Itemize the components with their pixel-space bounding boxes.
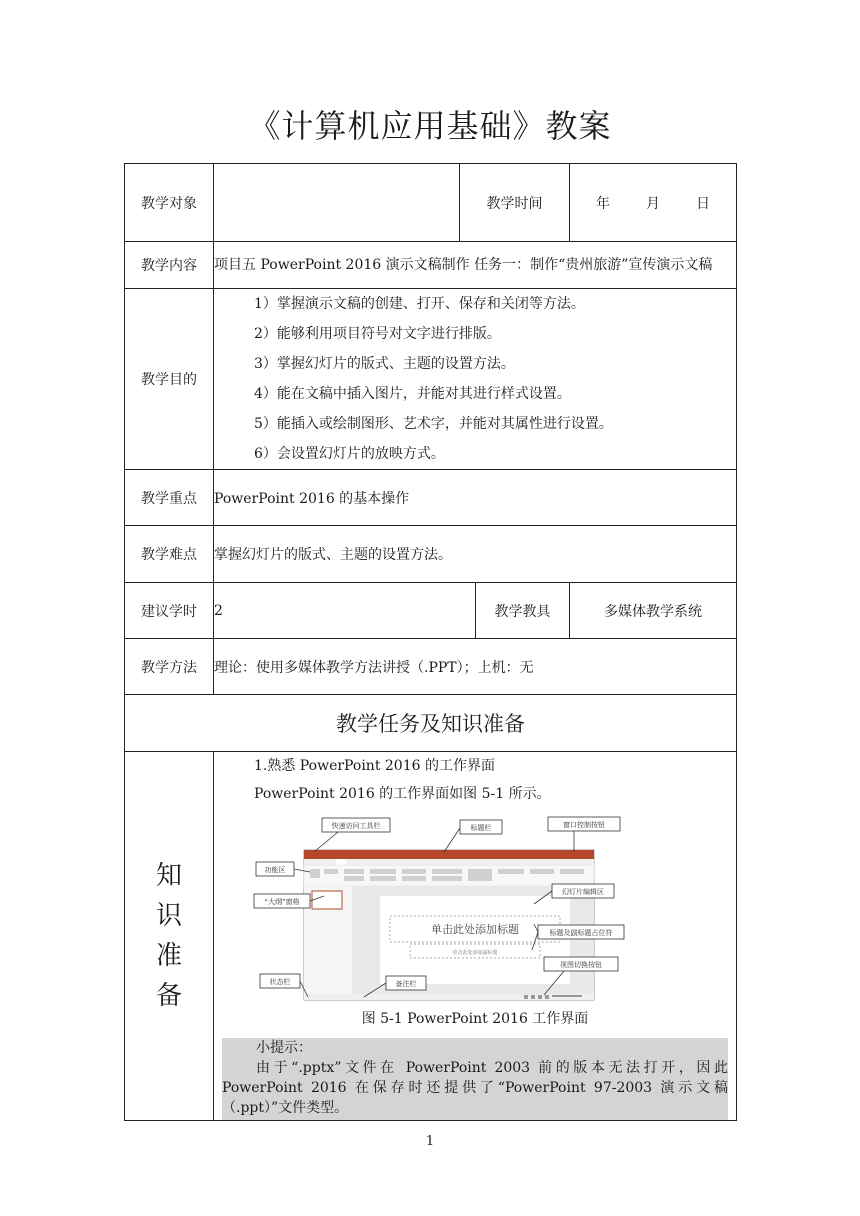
knowledge-char: 准: [155, 941, 182, 971]
key-value: PowerPoint 2016 的基本操作: [214, 470, 737, 526]
hours-value: 2: [214, 583, 476, 639]
callout-ribbon: 功能区: [264, 866, 286, 874]
ppt-ribbon: [304, 865, 594, 886]
content-value: 项目五 PowerPoint 2016 演示文稿制作 任务一：制作“贵州旅游”宣传演示文稿: [214, 242, 737, 289]
ppt-status-bar: [304, 994, 594, 1000]
knowledge-line-2: PowerPoint 2016 的工作界面如图 5-1 所示。: [254, 786, 551, 802]
callout-title-bar: 标题栏: [470, 824, 492, 832]
content-label: 教学内容: [125, 242, 214, 289]
tools-label: 教学教具: [476, 583, 570, 639]
goal-item: 3）掌握幻灯片的版式、主题的设置方法。: [254, 356, 515, 372]
row-section-title: [125, 695, 737, 752]
section-title: 教学任务及知识准备: [125, 695, 737, 752]
callout-status-bar: 状态栏: [269, 978, 291, 986]
method-label: 教学方法: [125, 639, 214, 695]
page-number: 1: [425, 1134, 435, 1149]
goal-item: 2）能够利用项目符号对文字进行排版。: [254, 326, 501, 342]
slide-canvas: [380, 896, 570, 984]
knowledge-line-1: 1.熟悉 PowerPoint 2016 的工作界面: [254, 758, 495, 774]
row-difficulty: [125, 526, 737, 583]
time-year: 年: [596, 195, 610, 212]
goal-list: [214, 289, 737, 470]
goal-item: 6）会设置幻灯片的放映方式。: [254, 446, 445, 462]
row-method: [125, 639, 737, 695]
target-value: [214, 164, 460, 242]
knowledge-char: 备: [155, 981, 182, 1011]
knowledge-char: 识: [155, 901, 182, 931]
hours-label: 建议学时: [125, 583, 214, 639]
callout-view-switch: 视图切换按钮: [560, 961, 602, 969]
method-value: 理论：使用多媒体教学方法讲授（.PPT）；上机：无: [214, 639, 737, 695]
slide-title-text: 单击此处添加标题: [431, 923, 519, 936]
ppt-title-bar: [304, 850, 594, 859]
callout-outline-pane: “大纲”窗格: [264, 898, 300, 906]
knowledge-body: [214, 752, 737, 1121]
lesson-plan-table: [124, 163, 737, 1121]
page-title: 《计算机应用基础》教案: [248, 107, 612, 145]
tip-box: [222, 1038, 728, 1120]
difficulty-value: 掌握幻灯片的版式、主题的设置方法。: [214, 526, 737, 583]
time-label: 教学时间: [460, 164, 570, 242]
time-day: 日: [696, 195, 710, 212]
ppt-interface-figure: [214, 814, 736, 1004]
time-value: [570, 164, 737, 242]
row-knowledge: [125, 752, 737, 1121]
callout-placeholder: 标题及副标题占位符: [549, 929, 613, 937]
goal-item: 1）掌握演示文稿的创建、打开、保存和关闭等方法。: [254, 296, 585, 312]
row-key: [125, 470, 737, 526]
slide-thumbnail: [312, 891, 342, 909]
difficulty-label: 教学难点: [125, 526, 214, 583]
row-content: [125, 242, 737, 289]
goal-item: 4）能在文稿中插入图片，并能对其进行样式设置。: [254, 386, 571, 402]
slide-subtitle-text: 单击此处添加副标题: [452, 950, 498, 956]
ppt-tab-row: [304, 859, 594, 865]
callout-notes-bar: 备注栏: [395, 980, 417, 988]
goal-item: 5）能插入或绘制图形、艺术字，并能对其属性进行设置。: [254, 416, 613, 432]
row-target: [125, 164, 737, 242]
ppt-active-tab: [336, 859, 346, 865]
key-label: 教学重点: [125, 470, 214, 526]
goal-label: 教学目的: [125, 289, 214, 470]
callout-window-controls: 窗口控制按钮: [563, 821, 605, 829]
row-hours: [125, 583, 737, 639]
callout-slide-edit: 幻灯片编辑区: [562, 888, 604, 896]
tip-title: 小提示：: [256, 1040, 312, 1056]
row-goals: [125, 289, 737, 470]
target-label: 教学对象: [125, 164, 214, 242]
figure-caption: 图 5-1 PowerPoint 2016 工作界面: [361, 1011, 589, 1027]
knowledge-char: 知: [155, 861, 182, 891]
callout-quick-access: 快速访问工具栏: [331, 822, 381, 830]
knowledge-label: [125, 752, 214, 1121]
tip-text: 由于“.pptx”文件在 PowerPoint 2003 前的版本无法打开，因此 PowerPoint 2016 在保存时还提供了“PowerPoint 97-2003 演示文稿（.ppt）”文件类型。: [222, 1060, 728, 1116]
time-month: 月: [646, 195, 660, 212]
tools-value: 多媒体教学系统: [570, 583, 737, 639]
